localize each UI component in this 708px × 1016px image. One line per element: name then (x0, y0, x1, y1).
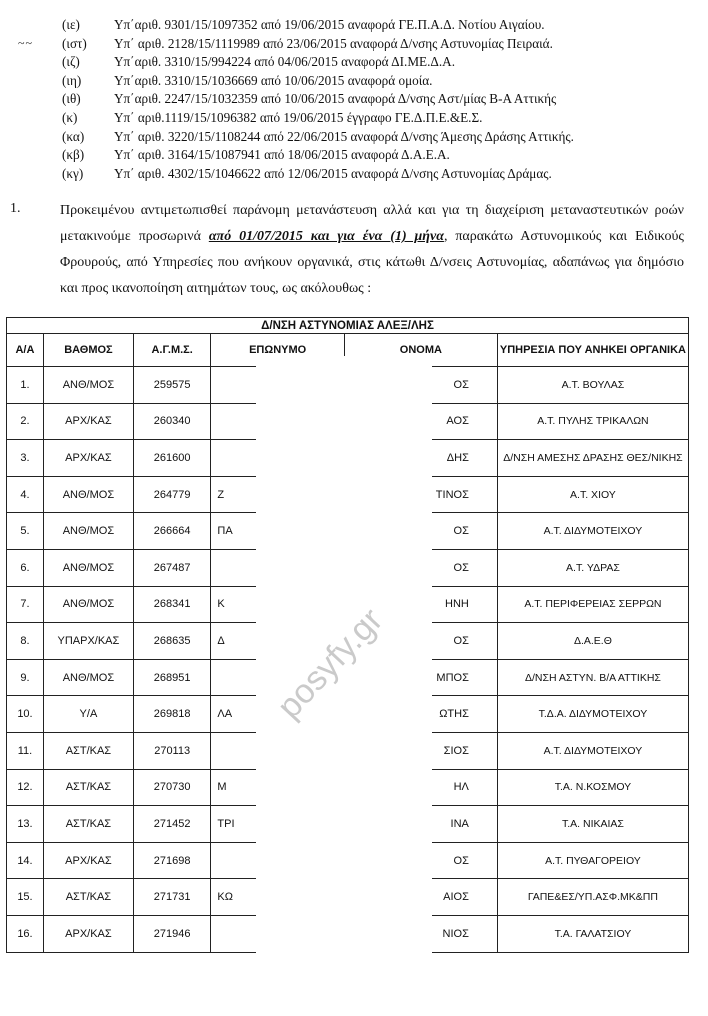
cell-vathmos: ΑΝΘ/ΜΟΣ (43, 513, 133, 550)
reference-text: Υπ΄αριθ. 3310/15/994224 από 04/06/2015 αναφορά ΔΙ.ΜΕ.Δ.Α. (114, 54, 455, 70)
reference-number: (κβ) (62, 147, 85, 163)
reference-text: Υπ΄ αριθ. 3220/15/1108244 από 22/06/2015 αναφορά Δ/νσης Άμεσης Δράσης Αττικής. (114, 128, 574, 144)
reference-number: (ιζ) (62, 54, 80, 70)
cell-onoma: ΟΣ (344, 513, 497, 550)
cell-aa: 5. (7, 513, 44, 550)
cell-yphresia: Δ/ΝΣΗ ΑΣΤΥΝ. Β/Α ΑΤΤΙΚΗΣ (497, 659, 688, 696)
cell-agms: 270730 (133, 769, 211, 806)
reference-item (62, 90, 574, 109)
header-eponymo: ΕΠΩΝΥΜΟ (211, 334, 345, 367)
cell-agms: 269818 (133, 696, 211, 733)
paragraph-highlight: από 01/07/2015 και για ένα (1) μήνα (208, 229, 444, 244)
reference-number: (ιστ) (62, 35, 87, 51)
cell-onoma: ΗΝΗ (344, 586, 497, 623)
cell-yphresia: Α.Τ. ΥΔΡΑΣ (497, 549, 688, 586)
cell-onoma: ΑΟΣ (344, 403, 497, 440)
reference-number: (κ) (62, 109, 78, 125)
reference-item (62, 165, 574, 184)
cell-vathmos: ΑΣΤ/ΚΑΣ (43, 732, 133, 769)
cell-aa: 7. (7, 586, 44, 623)
cell-yphresia: ΓΑΠΕ&ΕΣ/ΥΠ.ΑΣΦ.ΜΚ&ΠΠ (497, 879, 688, 916)
cell-eponymo: ΛΑ (211, 696, 345, 733)
reference-item (62, 16, 574, 35)
header-aa: Α/Α (7, 334, 44, 367)
reference-text: Υπ΄ αριθ.1119/15/1096382 από 19/06/2015 έγγραφο ΓΕ.Δ.Π.Ε.&Ε.Σ. (114, 109, 483, 125)
cell-eponymo: Δ (211, 623, 345, 660)
paragraph-number: 1. (10, 201, 21, 216)
cell-yphresia: Δ.Α.Ε.Θ (497, 623, 688, 660)
paragraph-after: , παρακάτω Αστυνομικούς και Ειδικούς Φρουρούς, από Υπηρεσίες που ανήκουν οργανικά, στις κάτωθι Δ/νσεις Αστυνομίας, αδαπάνως για δημόσιο και προς ικανοποίηση αιτημάτων τους, ως ακόλουθως : (60, 229, 684, 296)
reference-text: Υπ΄αριθ. 3310/15/1036669 από 10/06/2015 αναφορά ομοία. (114, 72, 433, 88)
cell-vathmos: ΑΣΤ/ΚΑΣ (43, 806, 133, 843)
cell-vathmos: ΑΝΘ/ΜΟΣ (43, 549, 133, 586)
cell-eponymo: ΚΩ (211, 879, 345, 916)
reference-item (62, 128, 574, 147)
cell-aa: 2. (7, 403, 44, 440)
cell-onoma: ΔΗΣ (344, 440, 497, 477)
reference-number: (κα) (62, 128, 85, 144)
cell-eponymo: ΠΑ (211, 513, 345, 550)
table-title: Δ/ΝΣΗ ΑΣΤΥΝΟΜΙΑΣ ΑΛΕΞ/ΛΗΣ (7, 318, 689, 334)
cell-aa: 8. (7, 623, 44, 660)
cell-aa: 6. (7, 549, 44, 586)
reference-number: (ιε) (62, 17, 80, 32)
paragraph-text (60, 198, 684, 302)
cell-vathmos: ΑΝΘ/ΜΟΣ (43, 367, 133, 404)
cell-vathmos: ΑΝΘ/ΜΟΣ (43, 476, 133, 513)
cell-aa: 14. (7, 842, 44, 879)
cell-onoma: ΟΣ (344, 367, 497, 404)
cell-aa: 13. (7, 806, 44, 843)
reference-number: (κγ) (62, 165, 84, 181)
cell-yphresia: Α.Τ. ΠΕΡΙΦΕΡΕΙΑΣ ΣΕΡΡΩΝ (497, 586, 688, 623)
cell-yphresia: Τ.Δ.Α. ΔΙΔΥΜΟΤΕΙΧΟΥ (497, 696, 688, 733)
cell-agms: 268341 (133, 586, 211, 623)
cell-onoma: ΩΤΗΣ (344, 696, 497, 733)
cell-agms: 259575 (133, 367, 211, 404)
cell-yphresia: Α.Τ. ΠΥΘΑΓΟΡΕΙΟΥ (497, 842, 688, 879)
cell-vathmos: ΥΠΑΡΧ/ΚΑΣ (43, 623, 133, 660)
cell-yphresia: Τ.Α. ΝΙΚΑΙΑΣ (497, 806, 688, 843)
cell-onoma: ΟΣ (344, 549, 497, 586)
reference-text: Υπ΄ αριθ. 4302/15/1046622 από 12/06/2015 αναφορά Δ/νσης Αστυνομίας Δράμας. (114, 165, 552, 181)
cell-yphresia: Α.Τ. ΠΥΛΗΣ ΤΡΙΚΑΛΩΝ (497, 403, 688, 440)
cell-agms: 260340 (133, 403, 211, 440)
cell-onoma: ΟΣ (344, 842, 497, 879)
reference-text: Υπ΄αριθ. 2247/15/1032359 από 10/06/2015 αναφορά Δ/νσης Αστ/μίας Β-Α Αττικής (114, 91, 557, 107)
header-agms: Α.Γ.Μ.Σ. (133, 334, 211, 367)
cell-yphresia: Τ.Α. ΓΑΛΑΤΣΙΟΥ (497, 915, 688, 952)
cell-agms: 271452 (133, 806, 211, 843)
header-onoma: ΟΝΟΜΑ (344, 334, 497, 367)
paragraph-before: Προκειμένου αντιμετωπισθεί παράνομη μετανάστευση αλλά και για τη διαχείριση μεταναστευτικών ροών μετακινούμε προσωρινά (60, 203, 684, 244)
cell-vathmos: ΑΡΧ/ΚΑΣ (43, 842, 133, 879)
cell-vathmos: ΑΡΧ/ΚΑΣ (43, 403, 133, 440)
cell-aa: 9. (7, 659, 44, 696)
cell-onoma: ΜΠΟΣ (344, 659, 497, 696)
cell-agms: 270113 (133, 732, 211, 769)
cell-vathmos: ΑΝΘ/ΜΟΣ (43, 586, 133, 623)
header-yphresia: ΥΠΗΡΕΣΙΑ ΠΟΥ ΑΝΗΚΕΙ ΟΡΓΑΝΙΚΑ (497, 334, 688, 367)
cell-onoma: ΤΙΝΟΣ (344, 476, 497, 513)
cell-aa: 4. (7, 476, 44, 513)
cell-vathmos: Υ/Α (43, 696, 133, 733)
cell-yphresia: Τ.Α. Ν.ΚΟΣΜΟΥ (497, 769, 688, 806)
cell-yphresia: Α.Τ. ΔΙΔΥΜΟΤΕΙΧΟΥ (497, 732, 688, 769)
cell-eponymo: Μ (211, 769, 345, 806)
cell-agms: 271731 (133, 879, 211, 916)
cell-aa: 15. (7, 879, 44, 916)
reference-item (62, 35, 574, 54)
cell-agms: 266664 (133, 513, 211, 550)
cell-onoma: ΗΛ (344, 769, 497, 806)
cell-aa: 11. (7, 732, 44, 769)
cell-aa: 1. (7, 367, 44, 404)
reference-number: (ιθ) (62, 91, 81, 107)
cell-agms: 271698 (133, 842, 211, 879)
cell-agms: 268951 (133, 659, 211, 696)
cell-aa: 10. (7, 696, 44, 733)
header-vathmos: ΒΑΘΜΟΣ (43, 334, 133, 367)
cell-vathmos: ΑΡΧ/ΚΑΣ (43, 915, 133, 952)
cell-agms: 264779 (133, 476, 211, 513)
reference-item (62, 53, 574, 72)
cell-onoma: ΙΝΑ (344, 806, 497, 843)
cell-vathmos: ΑΣΤ/ΚΑΣ (43, 879, 133, 916)
margin-mark: ~ ~ (18, 36, 31, 50)
cell-onoma: ΟΣ (344, 623, 497, 660)
cell-agms: 261600 (133, 440, 211, 477)
cell-agms: 267487 (133, 549, 211, 586)
cell-aa: 16. (7, 915, 44, 952)
reference-number: (ιη) (62, 72, 82, 88)
cell-aa: 3. (7, 440, 44, 477)
cell-agms: 268635 (133, 623, 211, 660)
watermark: posyfy.gr (270, 600, 391, 726)
cell-yphresia: Α.Τ. ΒΟΥΛΑΣ (497, 367, 688, 404)
cell-onoma: ΝΙΟΣ (344, 915, 497, 952)
cell-agms: 271946 (133, 915, 211, 952)
cell-eponymo: Ζ (211, 476, 345, 513)
cell-yphresia: Δ/ΝΣΗ ΑΜΕΣΗΣ ΔΡΑΣΗΣ ΘΕΣ/ΝΙΚΗΣ (497, 440, 688, 477)
cell-vathmos: ΑΡΧ/ΚΑΣ (43, 440, 133, 477)
reference-item (62, 72, 574, 91)
references-list (62, 16, 574, 183)
cell-onoma: ΣΙΟΣ (344, 732, 497, 769)
reference-text: Υπ΄ αριθ. 2128/15/1119989 από 23/06/2015 αναφορά Δ/νσης Αστυνομίας Πειραιά. (114, 35, 553, 51)
cell-eponymo: Κ (211, 586, 345, 623)
reference-text: Υπ΄αριθ. 9301/15/1097352 από 19/06/2015 αναφορά ΓΕ.Π.Α.Δ. Νοτίου Αιγαίου. (114, 17, 545, 32)
reference-item (62, 109, 574, 128)
reference-item (62, 146, 574, 165)
cell-vathmos: ΑΝΘ/ΜΟΣ (43, 659, 133, 696)
cell-yphresia: Α.Τ. ΔΙΔΥΜΟΤΕΙΧΟΥ (497, 513, 688, 550)
reference-text: Υπ΄ αριθ. 3164/15/1087941 από 18/06/2015 αναφορά Δ.Α.Ε.Α. (114, 147, 450, 163)
cell-eponymo: ΤΡΙ (211, 806, 345, 843)
cell-vathmos: ΑΣΤ/ΚΑΣ (43, 769, 133, 806)
cell-onoma: ΑΙΟΣ (344, 879, 497, 916)
cell-yphresia: Α.Τ. ΧΙΟΥ (497, 476, 688, 513)
cell-aa: 12. (7, 769, 44, 806)
